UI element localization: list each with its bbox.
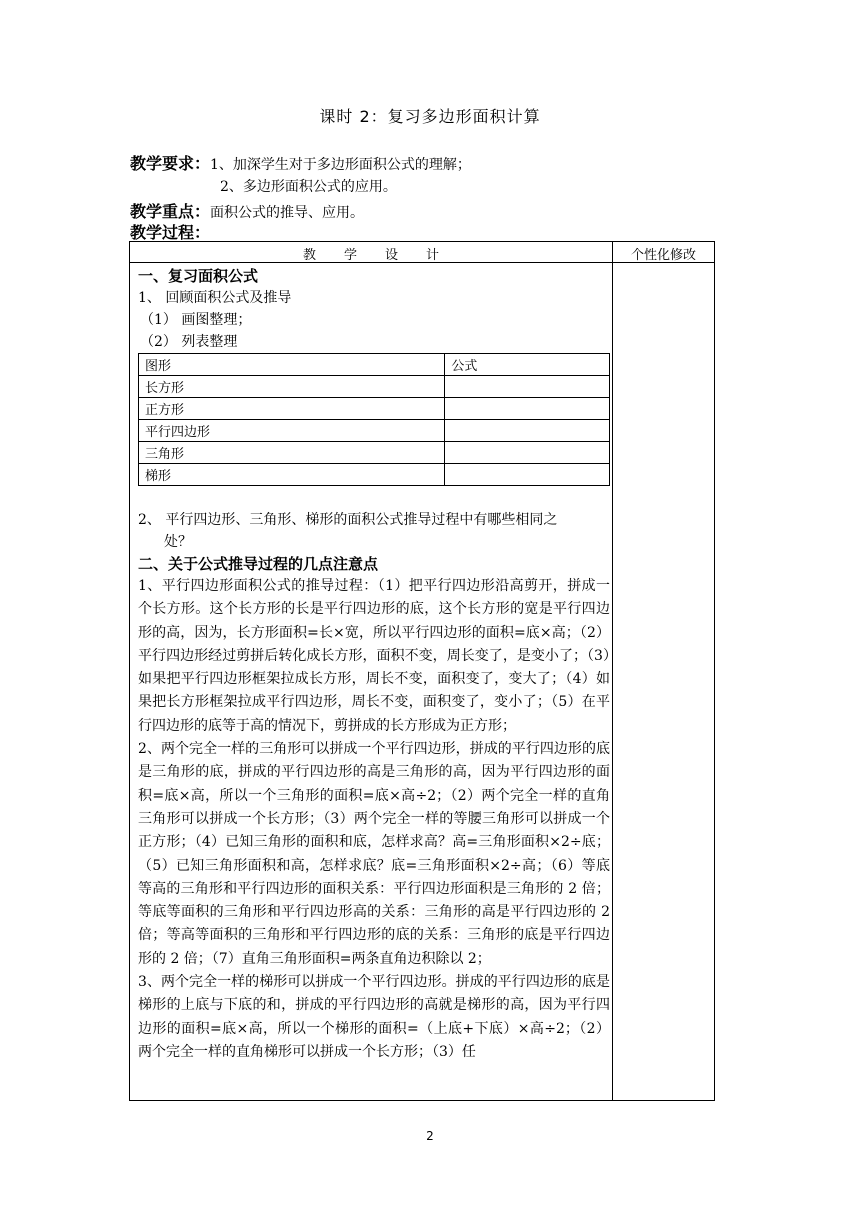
- section-1-sub-1: （1） 画图整理；: [140, 312, 252, 328]
- shape-cell: 正方形: [139, 398, 445, 420]
- requirement-item-1: 1、加深学生对于多边形面积公式的理解；: [210, 157, 471, 173]
- formula-table: [138, 353, 610, 486]
- shape-cell: 梯形: [139, 464, 445, 486]
- section-2-heading: 二、关于公式推导过程的几点注意点: [138, 555, 379, 573]
- table-row: [139, 398, 610, 420]
- shape-cell: 长方形: [139, 376, 445, 398]
- table-row: [139, 376, 610, 398]
- header-modify: 个性化修改: [630, 248, 696, 263]
- header-design: 教学设计: [302, 248, 467, 263]
- formula-cell: [445, 376, 610, 398]
- section-2-paragraph-3: 3、两个完全一样的梯形可以拼成一个平行四边形。拼成的平行四边形的底是梯形的上底与下底的和，拼成的平行四边形的高就是梯形的高，因为平行四边形的面积=底×高，所以一个梯形的面积=（上底+下底）×高÷2；（2）两个完全一样的直角梯形可以拼成一个长方形；（3）任: [138, 974, 610, 1060]
- table-row: [139, 420, 610, 442]
- formula-cell: [445, 464, 610, 486]
- lesson-table: [129, 241, 715, 1101]
- formula-header-formula: 公式: [445, 354, 610, 376]
- shape-cell: 三角形: [139, 442, 445, 464]
- formula-cell: [445, 442, 610, 464]
- formula-header-shape: 图形: [139, 354, 445, 376]
- focus-line: [130, 199, 364, 222]
- page-title: 课时 2：复习多边形面积计算: [319, 107, 541, 126]
- requirements-line-1: [130, 151, 471, 174]
- table-row: [139, 464, 610, 486]
- process-label: 教学过程：: [130, 223, 211, 242]
- formula-cell: [445, 398, 610, 420]
- section-1-item-1: 1、 回顾面积公式及推导: [138, 290, 292, 306]
- section-1-sub-2: （2） 列表整理: [140, 334, 238, 350]
- section-2-paragraph-1: 1、平行四边形面积公式的推导过程：（1）把平行四边形沿高剪开，拼成一个长方形。这个长方形的长是平行四边形的底，这个长方形的宽是平行四边形的高，因为，长方形面积=长×宽，所以平行四边形的面积=底×高；（2）平行四边形经过剪拼后转化成长方形，面积不变，周长变了，是变小了；（3）如果把平行四边形框架拉成长方形，周长不变，面积变了，变大了；（4）如果把长方形框架拉成平行四边形，周长不变，面积变了，变小了；（5）在平行四边形的底等于高的情况下，剪拼成的长方形成为正方形；: [138, 578, 610, 734]
- section-1-item-2-cont: 处？: [164, 534, 192, 550]
- focus-label: 教学重点：: [130, 202, 211, 221]
- requirement-item-2: 2、多边形面积公式的应用。: [220, 179, 397, 195]
- formula-cell: [445, 420, 610, 442]
- column-divider: [612, 242, 613, 1100]
- section-1-item-2: 2、 平行四边形、三角形、梯形的面积公式推导过程中有哪些相同之: [138, 512, 558, 528]
- page-number: 2: [426, 1129, 434, 1143]
- process-line: [130, 220, 210, 243]
- requirements-label: 教学要求：: [130, 154, 211, 173]
- section-1-heading: 一、复习面积公式: [138, 267, 259, 285]
- design-content: [138, 265, 610, 1064]
- section-2-paragraph-2: 2、两个完全一样的三角形可以拼成一个平行四边形，拼成的平行四边形的底是三角形的底，拼成的平行四边形的高是三角形的高，因为平行四边形的面积=底×高，所以一个三角形的面积=底×高÷2；（2）两个完全一样的直角三角形可以拼成一个长方形；（3）两个完全一样的等腰三角形可以拼成一个正方形；（4）已知三角形的面积和底，怎样求高？高=三角形面积×2÷底；（5）已知三角形面积和高，怎样求底？底=三角形面积×2÷高；（6）等底等高的三角形和平行四边形的面积关系：平行四边形面积是三角形的 2 倍；等底等面积的三角形和平行四边形高的关系：三角形的高是平行四边形的 2 倍；等高等面积的三角形和平行四边形的底的关系：三角形的底是平行四边形的 2 倍；（7）直角三角形面积=两条直角边积除以 2；: [138, 741, 610, 967]
- focus-text: 面积公式的推导、应用。: [210, 205, 365, 221]
- table-row: [139, 442, 610, 464]
- shape-cell: 平行四边形: [139, 420, 445, 442]
- formula-table-header: [139, 354, 610, 376]
